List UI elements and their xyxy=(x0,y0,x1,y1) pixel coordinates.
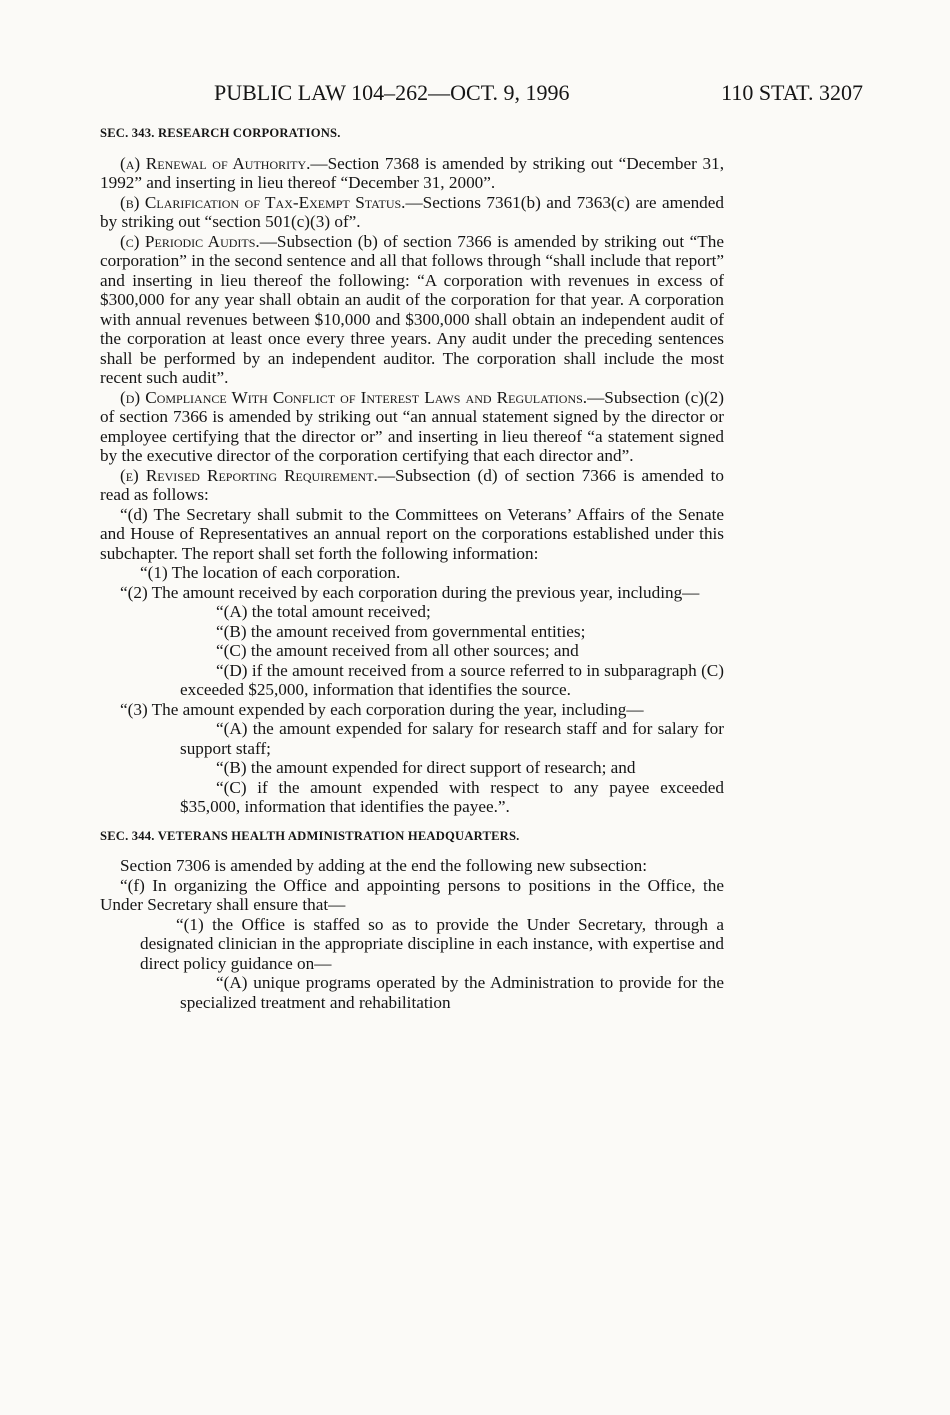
header-page-ref: 110 STAT. 3207 xyxy=(721,80,863,105)
subsection-b-heading: (b) Clarification of Tax-Exempt Status. xyxy=(120,192,406,212)
subsection-e xyxy=(100,466,724,505)
subsection-d xyxy=(100,388,724,466)
item-3B: “(B) the amount expended for direct support of research; and xyxy=(216,758,636,777)
subsection-e-heading: (e) Revised Reporting Requirement. xyxy=(120,465,378,485)
item-3-text: “(3) The amount expended by each corporation during the year, including— xyxy=(120,699,644,719)
subsection-f-1A: “(A) unique programs operated by the Administration to provide for the specialized treatment and rehabilitation xyxy=(180,973,724,1012)
item-2A: “(A) the total amount received; xyxy=(216,602,431,621)
item-2B: “(B) the amount received from governmental entities; xyxy=(216,621,586,641)
subsection-e-text: —Subsection (d) of section 7366 is amended to read as follows: xyxy=(100,465,724,504)
section-344-heading: SEC. 344. VETERANS HEALTH ADMINISTRATION HEADQUARTERS. xyxy=(100,828,520,843)
page-header xyxy=(100,80,863,110)
item-2C: “(C) the amount received from all other sources; and xyxy=(216,641,579,660)
subsection-a-heading: (a) Renewal of Authority. xyxy=(120,153,311,173)
subsection-d-text: —Subsection (c)(2) of section 7366 is amended by striking out “an annual statement signed by the director or employee certifying that the director or” and inserting in lieu thereof “a statement signed by the executive director of the corporation certifying that each director and”. xyxy=(100,387,724,465)
subsection-a-text: —Section 7368 is amended by striking out “December 31, 1992” and inserting in lieu thereof “December 31, 2000”. xyxy=(100,153,725,192)
item-1: “(1) The location of each corporation. xyxy=(140,563,401,582)
subsection-c xyxy=(100,232,724,388)
subsection-c-heading: (c) Periodic Audits. xyxy=(120,231,260,251)
subsection-b xyxy=(100,193,724,232)
subsection-d-heading: (d) Compliance With Conflict of Interest Laws and Regulations. xyxy=(120,387,588,407)
document-body xyxy=(100,124,724,1012)
subsection-f-1: “(1) the Office is staffed so as to provide the Under Secretary, through a designated clinician in the appropriate discipline in each instance, with expertise and direct policy guidance on— xyxy=(140,914,724,973)
subsection-c-text: —Subsection (b) of section 7366 is amended by striking out “The corporation” in the second sentence and all that follows through “shall include that report” and inserting in lieu thereof the following: “A corporation with revenues in excess of $300,000 for any year shall obtain an audit of the corporation for that year. A corporation with annual revenues between $10,000 and $300,000 shall obtain an independent audit of the corporation at least once every three years. Any audit under the preceding sentences shall be performed by an independent auditor. The corporation shall include the most recent such audit”. xyxy=(100,231,724,387)
item-2D: “(D) if the amount received from a source referred to in subparagraph (C) exceeded $25,000, information that identifies the source. xyxy=(180,660,724,699)
section-343-heading: SEC. 343. RESEARCH CORPORATIONS. xyxy=(100,126,341,140)
item-3A: “(A) the amount expended for salary for research staff and for salary for support staff; xyxy=(180,719,724,758)
subsection-a xyxy=(100,154,724,193)
subsection-b-text: —Sections 7361(b) and 7363(c) are amended by striking out “section 501(c)(3) of”. xyxy=(100,192,725,231)
quoted-subsection-d: “(d) The Secretary shall submit to the Committees on Veterans’ Affairs of the Senate and House of Representatives an annual report on the corporations established under this subchapter. The report shall set forth the following information: xyxy=(100,504,724,563)
item-2 xyxy=(120,582,724,603)
section-344-intro: Section 7306 is amended by adding at the end the following new subsection: xyxy=(120,856,647,875)
subsection-f: “(f) In organizing the Office and appointing persons to positions in the Office, the Under Secretary shall ensure that— xyxy=(100,875,724,914)
item-2-text: “(2) The amount received by each corporation during the previous year, including— xyxy=(120,582,700,602)
item-3C: “(C) if the amount expended with respect to any payee exceeded $35,000, information that identifies the payee.”. xyxy=(180,777,724,816)
item-3 xyxy=(120,699,724,720)
header-title: PUBLIC LAW 104–262—OCT. 9, 1996 xyxy=(214,80,570,105)
